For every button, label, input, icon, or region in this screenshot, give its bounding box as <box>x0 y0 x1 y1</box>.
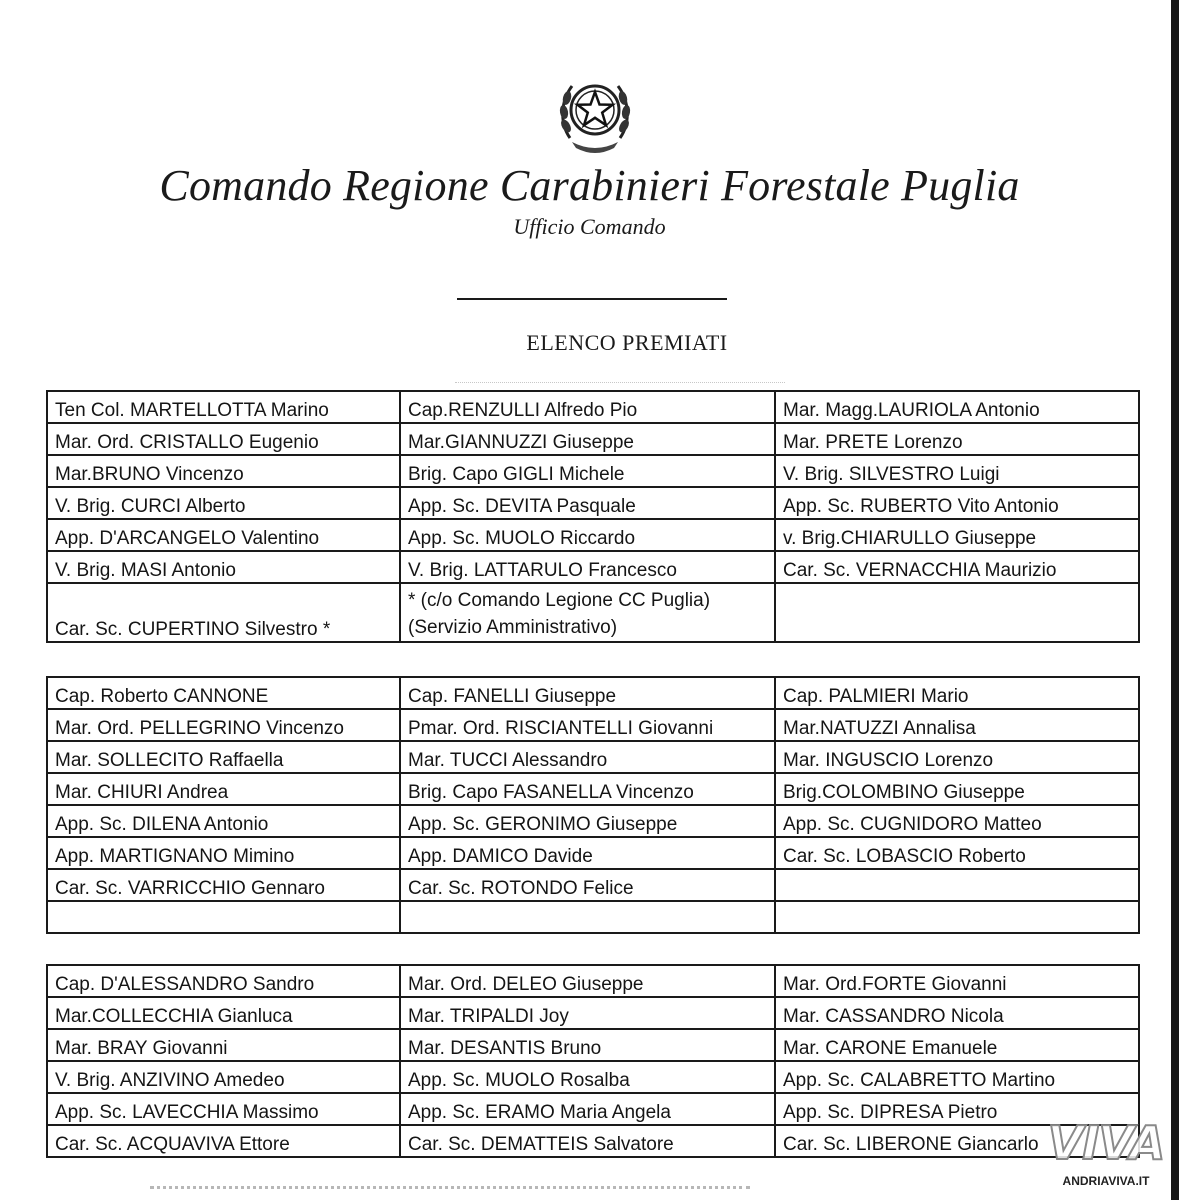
table-cell: Mar. Ord. PELLEGRINO Vincenzo <box>47 709 400 741</box>
table-cell: Mar. DESANTIS Bruno <box>400 1029 775 1061</box>
table-cell: App. Sc. LAVECCHIA Massimo <box>47 1093 400 1125</box>
table-cell: App. Sc. MUOLO Rosalba <box>400 1061 775 1093</box>
table-cell: App. Sc. DEVITA Pasquale <box>400 487 775 519</box>
table-cell <box>400 901 775 933</box>
table-cell: Car. Sc. LIBERONE Giancarlo <box>775 1125 1139 1157</box>
table-cell: Cap.RENZULLI Alfredo Pio <box>400 391 775 423</box>
faint-scan-line <box>455 374 785 383</box>
table-row <box>47 519 1139 551</box>
table-cell: App. Sc. GERONIMO Giuseppe <box>400 805 775 837</box>
table-cell: Ten Col. MARTELLOTTA Marino <box>47 391 400 423</box>
table-cell: Car. Sc. ACQUAVIVA Ettore <box>47 1125 400 1157</box>
table-cell: App. Sc. CALABRETTO Martino <box>775 1061 1139 1093</box>
table-cell: App. Sc. MUOLO Riccardo <box>400 519 775 551</box>
table-cell: Mar. Magg.LAURIOLA Antonio <box>775 391 1139 423</box>
watermark-logo-word: VIVA <box>1047 1116 1165 1170</box>
table-row <box>47 869 1139 901</box>
table-row <box>47 1029 1139 1061</box>
table-cell: Mar. PRETE Lorenzo <box>775 423 1139 455</box>
table-row <box>47 965 1139 997</box>
table-cell: App. D'ARCANGELO Valentino <box>47 519 400 551</box>
table-row <box>47 1061 1139 1093</box>
table-cell: v. Brig.CHIARULLO Giuseppe <box>775 519 1139 551</box>
table-cell: Cap. FANELLI Giuseppe <box>400 677 775 709</box>
table-cell: App. MARTIGNANO Mimino <box>47 837 400 869</box>
awardees-table-2 <box>46 676 1140 934</box>
table-cell: Mar.GIANNUZZI Giuseppe <box>400 423 775 455</box>
table-cell: Cap. D'ALESSANDRO Sandro <box>47 965 400 997</box>
table-row-note <box>47 583 1139 642</box>
awardees-table-1 <box>46 390 1140 643</box>
table-cell: Car. Sc. VARRICCHIO Gennaro <box>47 869 400 901</box>
table-cell <box>47 901 400 933</box>
andriaviva-watermark <box>1047 1106 1165 1188</box>
table-cell: Car. Sc. LOBASCIO Roberto <box>775 837 1139 869</box>
table-cell: Mar. BRAY Giovanni <box>47 1029 400 1061</box>
table-row <box>47 773 1139 805</box>
table-cell: App. Sc. CUGNIDORO Matteo <box>775 805 1139 837</box>
table-row <box>47 455 1139 487</box>
table-row <box>47 423 1139 455</box>
table-cell: Mar. TRIPALDI Joy <box>400 997 775 1029</box>
table-row <box>47 741 1139 773</box>
table-cell: Car. Sc. CUPERTINO Silvestro * <box>47 583 400 642</box>
table-cell: Mar. INGUSCIO Lorenzo <box>775 741 1139 773</box>
table-cell: V. Brig. LATTARULO Francesco <box>400 551 775 583</box>
table-cell: Mar. TUCCI Alessandro <box>400 741 775 773</box>
table-row <box>47 677 1139 709</box>
table-row <box>47 1093 1139 1125</box>
document-title: Comando Regione Carabinieri Forestale Puglia <box>159 161 1020 210</box>
table-cell: App. Sc. DILENA Antonio <box>47 805 400 837</box>
table-cell: V. Brig. MASI Antonio <box>47 551 400 583</box>
table-row <box>47 1125 1139 1157</box>
table-cell <box>775 901 1139 933</box>
table-row <box>47 487 1139 519</box>
table-cell: Brig.COLOMBINO Giuseppe <box>775 773 1139 805</box>
title-divider <box>457 298 727 300</box>
table-cell: Mar. CASSANDRO Nicola <box>775 997 1139 1029</box>
table-cell-empty <box>775 583 1139 642</box>
table-cell: Mar.NATUZZI Annalisa <box>775 709 1139 741</box>
table-row <box>47 837 1139 869</box>
table-cell: Mar. SOLLECITO Raffaella <box>47 741 400 773</box>
table-cell: App. Sc. ERAMO Maria Angela <box>400 1093 775 1125</box>
table-cell: Car. Sc. DEMATTEIS Salvatore <box>400 1125 775 1157</box>
table-cell: Mar. Ord. CRISTALLO Eugenio <box>47 423 400 455</box>
cut-off-text-fragment <box>150 1186 750 1203</box>
table-cell: Mar.BRUNO Vincenzo <box>47 455 400 487</box>
table-cell: App. Sc. RUBERTO Vito Antonio <box>775 487 1139 519</box>
table-cell: Pmar. Ord. RISCIANTELLI Giovanni <box>400 709 775 741</box>
table-cell: App. DAMICO Davide <box>400 837 775 869</box>
table-row <box>47 997 1139 1029</box>
note-line: (Servizio Amministrativo) <box>408 617 618 638</box>
table-row <box>47 391 1139 423</box>
table-cell: Car. Sc. ROTONDO Felice <box>400 869 775 901</box>
table-cell: Brig. Capo FASANELLA Vincenzo <box>400 773 775 805</box>
note-line: * (c/o Comando Legione CC Puglia) <box>408 590 711 611</box>
table-cell: Mar.COLLECCHIA Gianluca <box>47 997 400 1029</box>
table-cell: Car. Sc. VERNACCHIA Maurizio <box>775 551 1139 583</box>
table-cell: Brig. Capo GIGLI Michele <box>400 455 775 487</box>
table-cell: Mar. CARONE Emanuele <box>775 1029 1139 1061</box>
table-cell: Mar. CHIURI Andrea <box>47 773 400 805</box>
table-cell-note <box>400 583 775 642</box>
table-row <box>47 709 1139 741</box>
table-cell: Mar. Ord. DELEO Giuseppe <box>400 965 775 997</box>
table-row <box>47 551 1139 583</box>
table-cell: V. Brig. ANZIVINO Amedeo <box>47 1061 400 1093</box>
awardees-table-3 <box>46 964 1140 1158</box>
table-row <box>47 805 1139 837</box>
table-cell: Cap. Roberto CANNONE <box>47 677 400 709</box>
table-cell: V. Brig. CURCI Alberto <box>47 487 400 519</box>
list-heading: ELENCO PREMIATI <box>526 330 728 355</box>
document-subtitle: Ufficio Comando <box>513 214 666 239</box>
table-cell: Mar. Ord.FORTE Giovanni <box>775 965 1139 997</box>
italian-republic-emblem-icon <box>556 68 634 160</box>
watermark-site: ANDRIAVIVA.IT <box>1047 1174 1165 1188</box>
table-cell: Cap. PALMIERI Mario <box>775 677 1139 709</box>
table-cell: App. Sc. DIPRESA Pietro <box>775 1093 1139 1125</box>
table-row-empty <box>47 901 1139 933</box>
table-cell: V. Brig. SILVESTRO Luigi <box>775 455 1139 487</box>
table-cell <box>775 869 1139 901</box>
